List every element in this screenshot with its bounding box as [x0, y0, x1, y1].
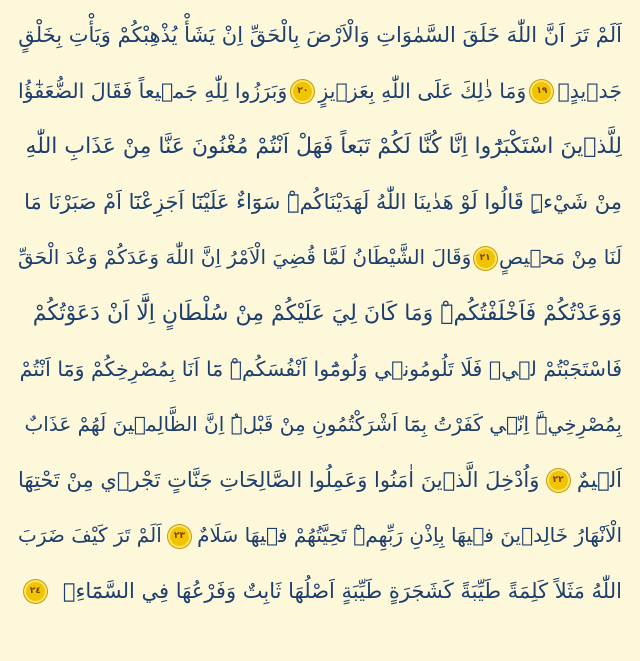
verse-line	[18, 453, 622, 509]
verse-line	[18, 508, 622, 564]
ayah-number-marker: ٢٤	[26, 582, 45, 601]
verse-line	[18, 230, 622, 286]
verse-text-block	[18, 8, 622, 620]
verse-line	[18, 342, 622, 398]
verse-text-segment: وَقَالَ الشَّيْطَانُ لَمَّا قُضِيَ الْاَمْرُ اِنَّ اللّٰهَ وَعَدَكُمْ وَعْدَ الْحَقِّ	[18, 245, 472, 270]
ayah-number-marker: ١٩	[532, 82, 551, 101]
verse-text-segment: وَبَرَزُوا لِلّٰهِ جَم۪يعاً فَقَالَ الضُّعَفٰٓؤُا	[18, 78, 288, 103]
verse-text-segment: اَلَمْ تَرَ اَنَّ اللّٰهَ خَلَقَ السَّمٰوَاتِ وَالْاَرْضَ بِالْحَقِّ اِنْ يَشَأْ يُذْهِبْكُمْ وَيَأْتِ بِخَلْقٍ	[18, 23, 622, 47]
verse-text-segment: وَاُدْخِلَ الَّذ۪ينَ اٰمَنُوا وَعَمِلُوا الصَّالِحَاتِ جَنَّاتٍ تَجْر۪ي مِنْ تَحْتِهَا	[18, 467, 540, 492]
verse-line	[18, 286, 622, 342]
verse-text-segment: فَاسْتَجَبْتُمْ ل۪يۚ فَلَا تَلُومُون۪ي وَلُومُٓوا اَنْفُسَكُمْۜ مَٓا اَنَا بِمُصْرِخِكُمْ وَمَٓا اَنْتُمْ	[19, 356, 622, 381]
ayah-number-marker: ٢٠	[293, 82, 312, 101]
verse-text-segment: لَنَا مِنْ مَح۪يصٍ	[498, 245, 622, 270]
verse-line	[18, 397, 622, 453]
verse-text-segment: بِمُصْرِخِيَّۜ اِنّ۪ي كَفَرْتُ بِمَٓا اَشْرَكْتُمُونِ مِنْ قَبْلُۜ اِنَّ الظَّالِم۪ينَ لَهُمْ عَذَابٌ	[24, 412, 622, 437]
verse-line	[18, 8, 622, 64]
verse-text-segment: اَل۪يمٌ	[576, 467, 622, 492]
verse-line	[18, 175, 622, 231]
ayah-number-marker: ٢٣	[170, 527, 189, 546]
verse-text-segment: مِنْ شَيْءٍۜ قَالُوا لَوْ هَدٰينَا اللّٰهُ لَهَدَيْنَاكُمْۜ سَوَٓاءٌ عَلَيْنَٓا اَجَزِعْنَٓا اَمْ صَبَرْنَا مَا	[24, 189, 622, 214]
verse-text-segment: الْاَنْهَارُ خَالِد۪ينَ ف۪يهَا بِاِذْنِ رَبِّهِمْۜ تَحِيَّتُهُمْ ف۪يهَا سَلَامٌ	[197, 523, 622, 548]
verse-text-segment: لِلَّذ۪ينَ اسْتَكْبَرُٓوا اِنَّا كُنَّا لَكُمْ تَبَعاً فَهَلْ اَنْتُمْ مُغْنُونَ عَنَّا مِنْ عَذَابِ اللّٰهِ	[25, 134, 622, 160]
verse-text-segment: اَلَمْ تَرَ كَيْفَ ضَرَبَ	[18, 523, 162, 548]
ayah-number-marker: ٢١	[476, 249, 495, 268]
verse-text-segment: جَد۪يدٍۙ	[557, 78, 622, 103]
verse-line	[18, 119, 622, 175]
verse-text-segment: وَوَعَدْتُكُمْ فَاَخْلَفْتُكُمْۜ وَمَا كَانَ لِيَ عَلَيْكُمْ مِنْ سُلْطَانٍ اِلَّٓا اَنْ دَعَوْتُكُمْ	[32, 300, 622, 326]
verse-line	[18, 64, 622, 120]
verse-line	[18, 564, 622, 620]
ayah-number-marker: ٢٢	[549, 471, 568, 490]
verse-text-segment: وَمَا ذٰلِكَ عَلَى اللّٰهِ بِعَز۪يزٍ	[318, 78, 527, 103]
verse-text-segment: اللّٰهُ مَثَلاً كَلِمَةً طَيِّبَةً كَشَجَرَةٍ طَيِّبَةٍ اَصْلُهَا ثَابِتٌ وَفَرْعُهَا فِي السَّمَٓاءِۙ	[62, 578, 622, 603]
